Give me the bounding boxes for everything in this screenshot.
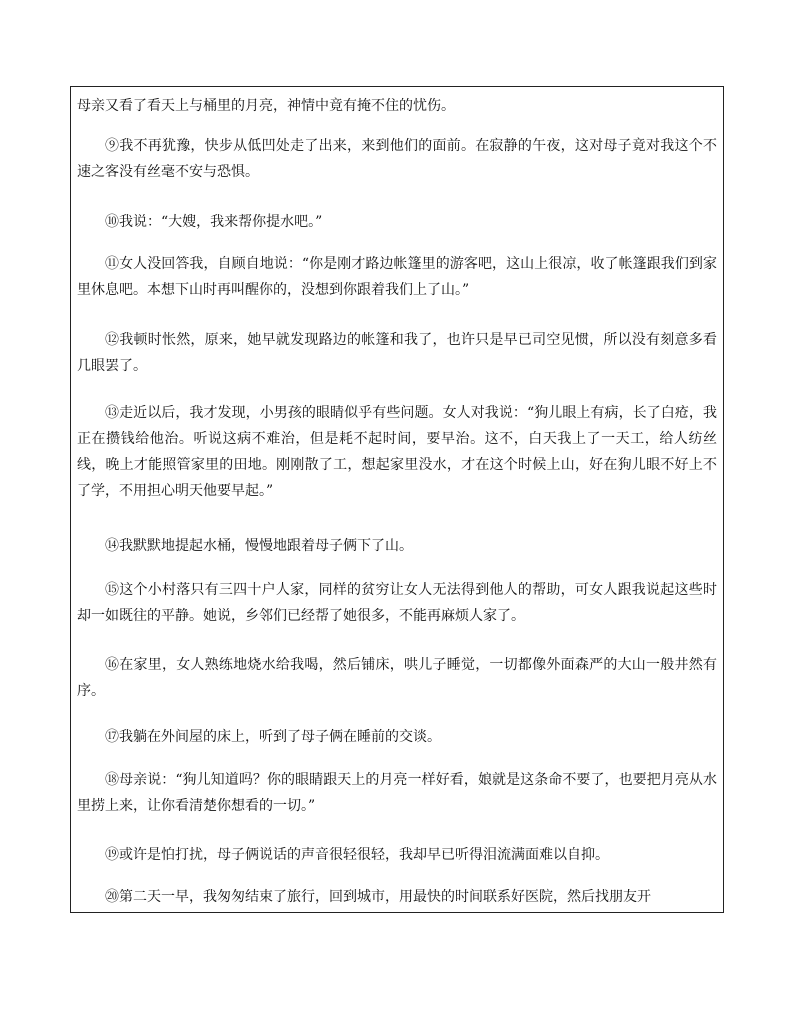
document-frame [70, 86, 724, 913]
paragraph-12: ⑫我顿时怅然，原来，她早就发现路边的帐篷和我了，也许只是早已司空见惯，所以没有刻意多看几眼罢了。 [77, 332, 717, 374]
paragraph-10: ⑩我说：“大嫂，我来帮你提水吧。” [105, 214, 323, 230]
paragraph-continued: 母亲又看了看天上与桶里的月亮，神情中竟有掩不住的忧伤。 [77, 98, 455, 114]
paragraph-17: ⑰我躺在外间屋的床上，听到了母子俩在睡前的交谈。 [105, 729, 441, 745]
paragraph-16: ⑯在家里，女人熟练地烧水给我喝，然后铺床，哄儿子睡觉，一切都像外面森严的大山一般井然有序。 [77, 657, 717, 699]
paragraph-13: ⑬走近以后，我才发现，小男孩的眼睛似乎有些问题。女人对我说：“狗儿眼上有病，长了白疮，我正在攒钱给他治。听说这病不难治，但是耗不起时间，要早治。这不，白天我上了一天工，给人纺丝线，晚上才能照管家里的田地。刚刚散了工，想起家里没水，才在这个时候上山，好在狗儿眼不好上不了学，不用担心明天他要早起。” [77, 405, 717, 499]
paragraph-14: ⑭我默默地提起水桶，慢慢地跟着母子俩下了山。 [105, 538, 413, 554]
paragraph-19: ⑲或许是怕打扰，母子俩说话的声音很轻很轻，我却早已听得泪流满面难以自抑。 [105, 847, 609, 863]
paragraph-20: ⑳第二天一早，我匆匆结束了旅行，回到城市，用最快的时间联系好医院，然后找朋友开 [105, 889, 651, 905]
paragraph-18: ⑱母亲说：“狗儿知道吗？你的眼睛跟天上的月亮一样好看，娘就是这条命不要了，也要把月亮从水里捞上来，让你看清楚你想看的一切。” [77, 772, 717, 814]
paragraph-11: ⑪女人没回答我，自顾自地说：“你是刚才路边帐篷里的游客吧，这山上很凉，收了帐篷跟我们到家里休息吧。本想下山时再叫醒你的，没想到你跟着我们上了山。” [77, 256, 717, 298]
paragraph-9: ⑨我不再犹豫，快步从低凹处走了出来，来到他们的面前。在寂静的午夜，这对母子竟对我这个不速之客没有丝毫不安与恐惧。 [77, 138, 717, 180]
paragraph-15: ⑮这个小村落只有三四十户人家，同样的贫穷让女人无法得到他人的帮助，可女人跟我说起这些时却一如既往的平静。她说，乡邻们已经帮了她很多，不能再麻烦人家了。 [77, 582, 717, 624]
